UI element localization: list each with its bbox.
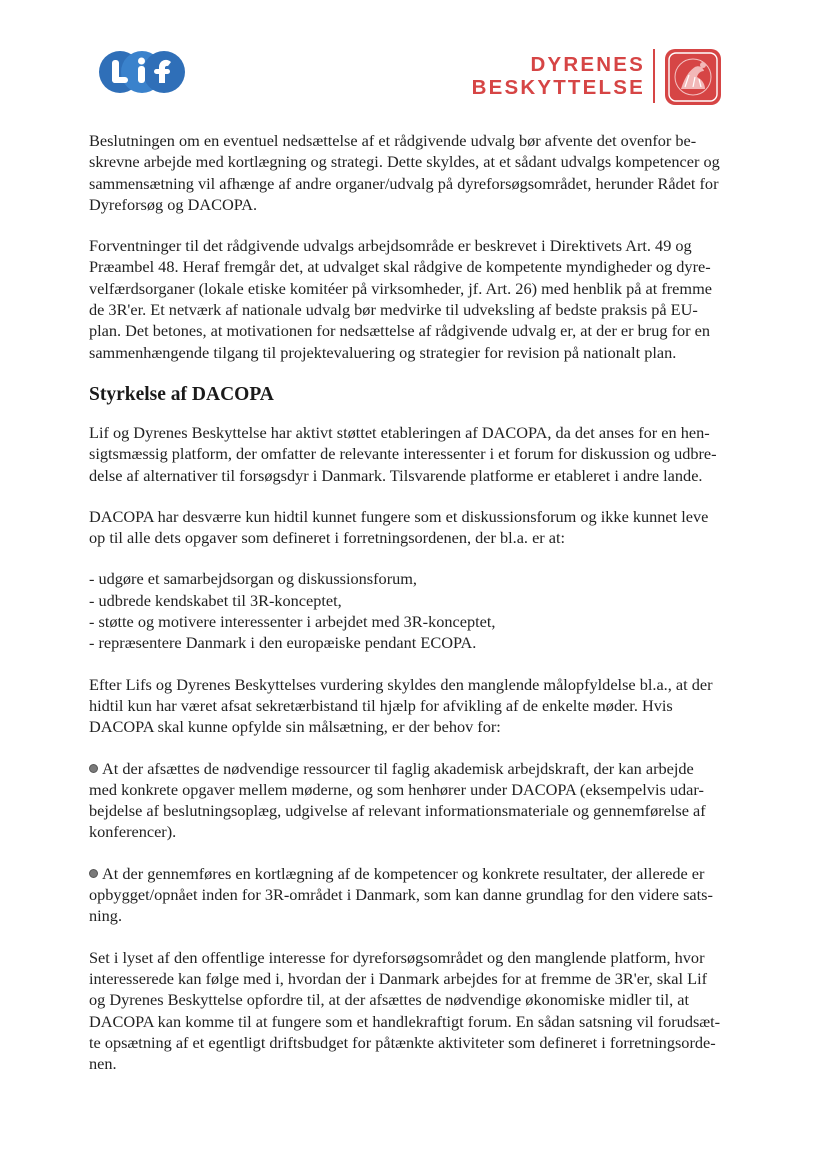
text-line: Præambel 48. Heraf fremgår det, at udvalget skal rådgive de kompetente myndigheder og dyre- — [89, 257, 711, 277]
text-line: og Dyrenes Beskyttelse opfordre til, at der afsættes de nødvendige økonomiske midler til, at — [89, 990, 690, 1010]
db-logo-divider — [653, 49, 655, 103]
bullet-item-2 — [89, 863, 729, 927]
db-seal-icon — [663, 47, 723, 107]
closing-paragraph — [89, 947, 729, 1075]
paragraph-1 — [89, 130, 729, 215]
section-paragraph-3 — [89, 674, 729, 738]
text-line: Lif og Dyrenes Beskyttelse har aktivt støttet etableringen af DACOPA, da det anses for en hen- — [89, 422, 710, 442]
text-line: nen. — [89, 1054, 117, 1074]
text-line: delse af alternativer til forsøgsdyr i Danmark. Tilsvarende platforme er etableret i andre lande. — [89, 465, 703, 485]
list-item: - repræsentere Danmark i den europæiske pendant ECOPA. — [89, 633, 477, 653]
text-line — [89, 863, 729, 884]
dyrenes-beskyttelse-logo — [471, 47, 727, 107]
text-line: skrevne arbejde med kortlægning og strategi. Dette skyldes, at et sådant udvalgs kompetencer og — [89, 152, 720, 172]
text-line: op til alle dets opgaver som defineret i forretningsordenen, der bl.a. er at: — [89, 528, 566, 548]
text-line: Set i lyset af den offentlige interesse for dyreforsøgsområdet og den manglende platform, hvor — [89, 947, 705, 967]
text-line: med konkrete opgaver mellem møderne, og som henhører under DACOPA (eksempelvis udar- — [89, 779, 704, 799]
db-logo-line1: DYRENES — [530, 53, 645, 76]
paragraph-2 — [89, 235, 729, 363]
section-paragraph-2 — [89, 506, 729, 549]
text-line: Efter Lifs og Dyrenes Beskyttelses vurdering skyldes den manglende målopfyldelse bl.a., at der — [89, 674, 713, 694]
text-line: velfærdsorganer (lokale etiske komitéer på virksomheder, jf. Art. 26) med henblik på at fremme — [89, 278, 712, 298]
bullet-icon — [89, 764, 98, 773]
text-line: te opsætning af et egentligt driftsbudget for påtænkte aktiviteter som defineret i forretningsorde- — [89, 1032, 716, 1052]
text-line: Forventninger til det rådgivende udvalgs arbejdsområde er beskrevet i Direktivets Art. 49 og — [89, 236, 692, 256]
text-line: ning. — [89, 906, 123, 926]
text-line: Beslutningen om en eventuel nedsættelse af et rådgivende udvalg bør afvente det ovenfor be- — [89, 131, 697, 150]
text-line: DACOPA har desværre kun hidtil kunnet fungere som et diskussionsforum og ikke kunnet leve — [89, 506, 709, 526]
list-item: - støtte og motivere interessenter i arbejdet med 3R-konceptet, — [89, 612, 496, 632]
text-line: sigtsmæssig platform, der omfatter de relevante interessenter i et forum for diskussion og udbre- — [89, 444, 717, 464]
lif-logo — [98, 50, 186, 94]
task-list — [89, 568, 729, 653]
text-line — [89, 758, 729, 779]
section-paragraph-1 — [89, 422, 729, 486]
text-line: Dyreforsøg og DACOPA. — [89, 194, 258, 214]
document-body — [89, 130, 729, 1094]
text-line: DACOPA kan komme til at fungere som et handlekraftigt forum. En sådan satsning vil forudsæt- — [89, 1011, 721, 1031]
text-line: hidtil kun har været afsat sekretærbistand til hjælp for afvikling af de enkelte møder. Hvis — [89, 695, 673, 715]
text-line: interesserede kan følge med i, hvordan der i Danmark arbejdes for at fremme de 3R'er, skal Lif — [89, 968, 708, 988]
section-heading: Styrkelse af DACOPA — [89, 383, 274, 405]
db-logo-wordmark — [472, 53, 645, 99]
text-line: konferencer). — [89, 822, 177, 842]
bullet-icon — [89, 869, 98, 878]
db-logo-line2: BESKYTTELSE — [471, 76, 645, 99]
text-line: sammensætning vil afhænge af andre organer/udvalg på dyreforsøgsområdet, herunder Rådet for — [89, 173, 719, 193]
bullet-text: At der afsættes de nødvendige ressourcer til faglig akademisk arbejdskraft, der kan arbejde — [102, 758, 694, 778]
text-line: plan. Det betones, at motivationen for nedsættelse af rådgivende udvalg er, at der er brug for en — [89, 321, 710, 341]
list-item: - udgøre et samarbejdsorgan og diskussionsforum, — [89, 569, 417, 589]
text-line: sammenhængende tilgang til projektevaluering og strategier for revision på nationalt plan. — [89, 342, 677, 362]
list-item: - udbrede kendskabet til 3R-konceptet, — [89, 590, 342, 610]
bullet-item-1 — [89, 758, 729, 843]
bullet-text: At der gennemføres en kortlægning af de kompetencer og konkrete resultater, der allerede er — [102, 863, 705, 883]
text-line: bejdelse af beslutningsoplæg, udgivelse af relevant informationsmateriale og gennemførelse af — [89, 801, 706, 821]
text-line: DACOPA skal kunne opfylde sin målsætning, er der behov for: — [89, 717, 501, 737]
text-line: opbygget/opnået inden for 3R-området i Danmark, som kan danne grundlag for den videre sats- — [89, 885, 713, 905]
text-line: de 3R'er. Et netværk af nationale udvalg bør medvirke til udveksling af bedste praksis på EU- — [89, 300, 698, 320]
